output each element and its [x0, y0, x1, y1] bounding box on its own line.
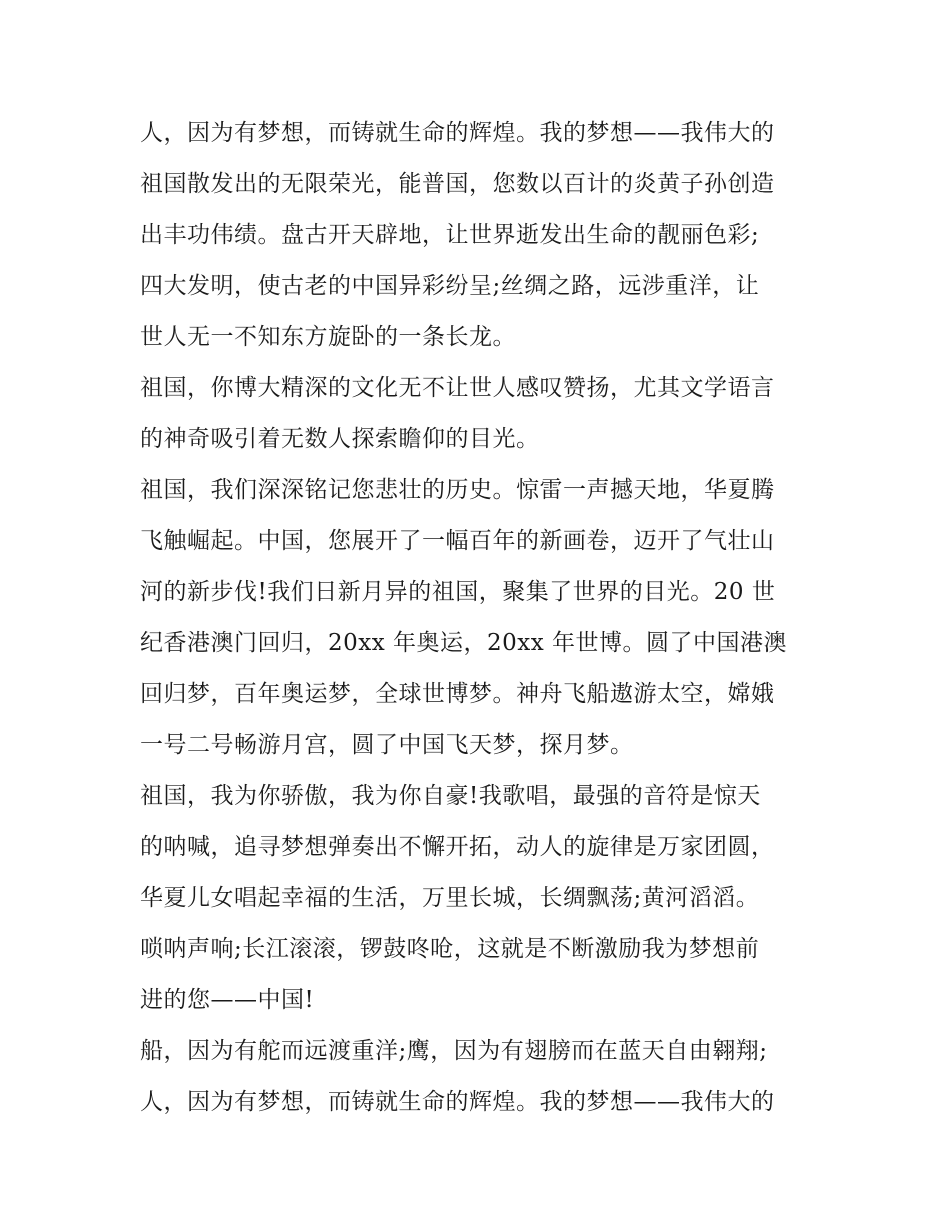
text-line: 的呐喊，追寻梦想弹奏出不懈开拓，动人的旋律是万家团圆， [140, 834, 775, 860]
text-line: 回归梦，百年奥运梦，全球世博梦。神舟飞船遨游太空，嫦娥 [140, 681, 775, 707]
text-line: 四大发明，使古老的中国异彩纷呈;丝绸之路，远涉重洋，让 [140, 273, 760, 299]
paragraph-ship-eagle [140, 1026, 812, 1128]
document-page [140, 108, 812, 1128]
text-line: 飞触崛起。中国，您展开了一幅百年的新画卷，迈开了气壮山 [140, 528, 775, 554]
text-line: 进的您——中国! [140, 987, 315, 1013]
text-line: 河的新步伐!我们日新月异的祖国，聚集了世界的目光。20 世 [140, 579, 776, 605]
text-line: 人，因为有梦想，而铸就生命的辉煌。我的梦想——我伟大的 [140, 120, 775, 146]
text-line: 祖国，我们深深铭记您悲壮的历史。惊雷一声撼天地，华夏腾 [140, 477, 775, 503]
text-line: 祖国，我为你骄傲，我为你自豪!我歌唱，最强的音符是惊天 [140, 783, 761, 809]
text-line: 船，因为有舵而远渡重洋;鹰，因为有翅膀而在蓝天自由翱翔; [140, 1038, 768, 1064]
paragraph-dream-intro [140, 108, 812, 363]
text-line: 祖国，你博大精深的文化无不让世人感叹赞扬，尤其文学语言 [140, 375, 775, 401]
text-line: 华夏儿女唱起幸福的生活，万里长城，长绸飘荡;黄河滔滔。 [140, 885, 760, 911]
text-line: 纪香港澳门回归，20xx 年奥运，20xx 年世博。圆了中国港澳 [140, 630, 788, 656]
text-line: 祖国散发出的无限荣光，能普国，您数以百计的炎黄子孙创造 [140, 171, 775, 197]
text-line: 世人无一不知东方旋卧的一条长龙。 [140, 324, 516, 350]
text-line: 一号二号畅游月宫，圆了中国飞天梦，探月梦。 [140, 732, 634, 758]
text-line: 出丰功伟绩。盘古开天辟地，让世界逝发出生命的靓丽色彩; [140, 222, 760, 248]
text-line: 的神奇吸引着无数人探索瞻仰的目光。 [140, 426, 540, 452]
paragraph-history [140, 465, 812, 771]
paragraph-pride [140, 771, 812, 1026]
paragraph-culture [140, 363, 812, 465]
text-line: 唢呐声响;长江滚滚，锣鼓咚呛，这就是不断激励我为梦想前 [140, 936, 760, 962]
text-line: 人，因为有梦想，而铸就生命的辉煌。我的梦想——我伟大的 [140, 1089, 775, 1115]
